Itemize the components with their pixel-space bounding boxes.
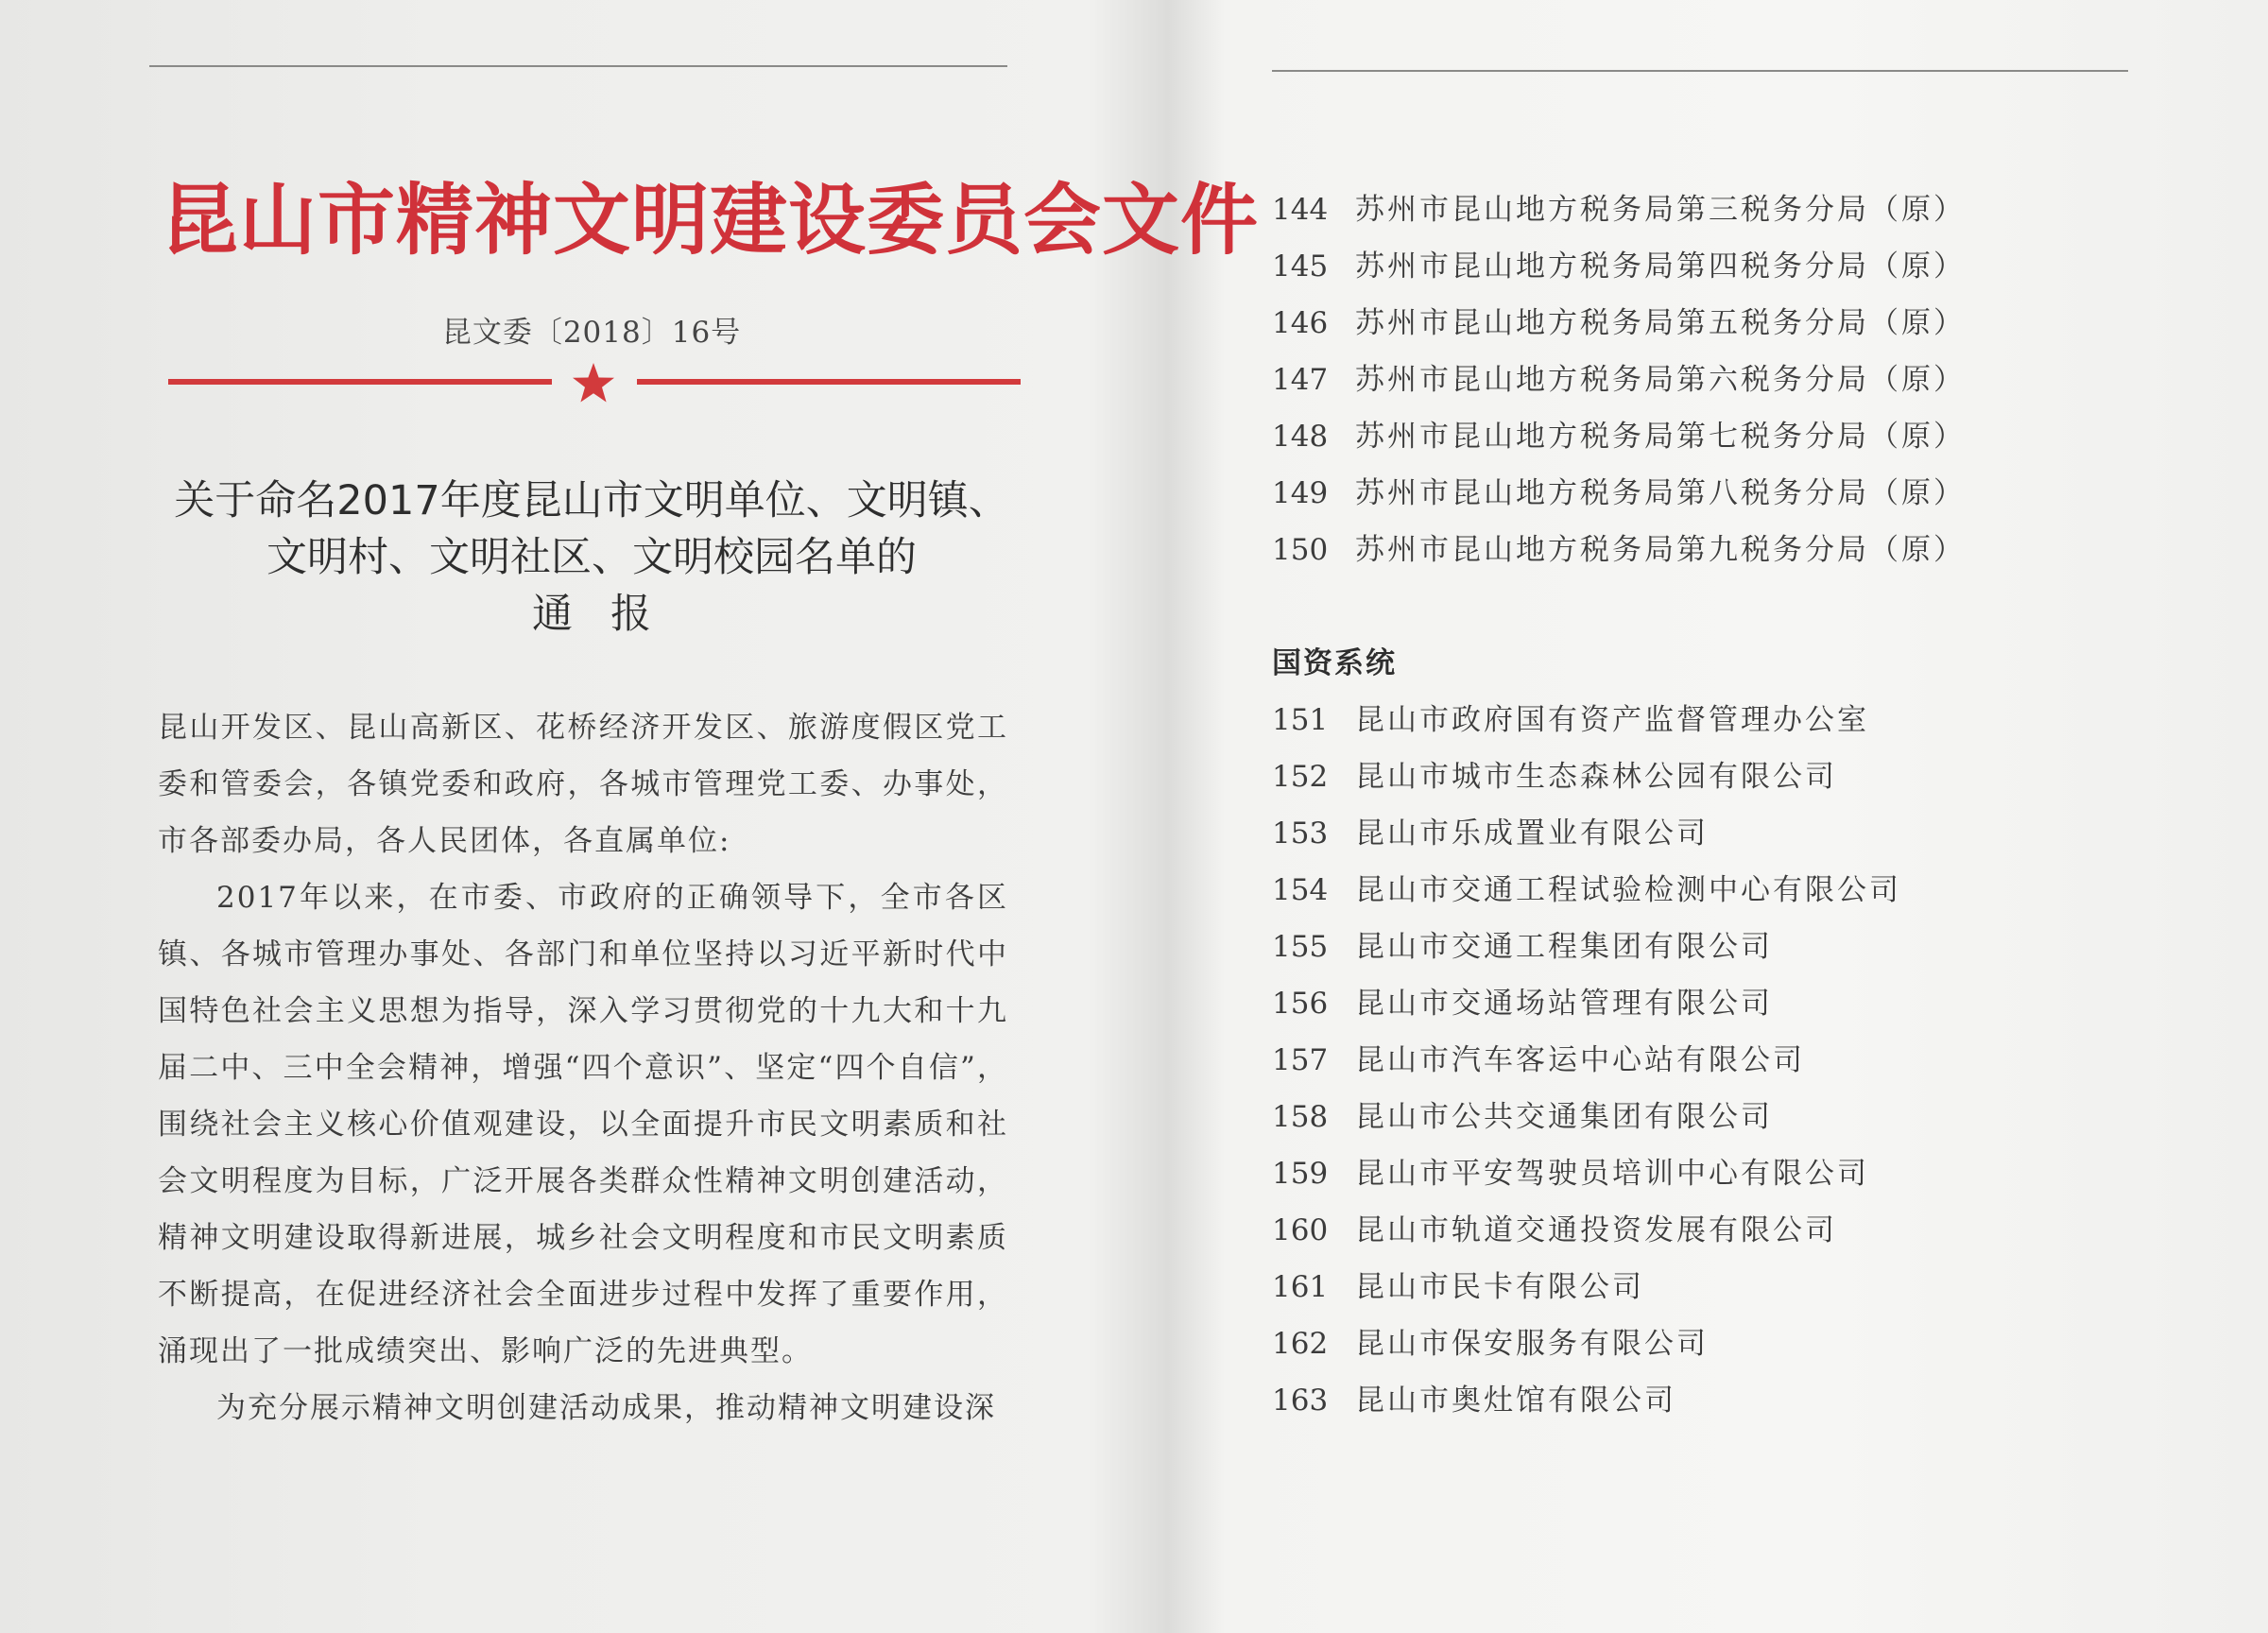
item-number: 159 [1272,1157,1329,1191]
item-number: 145 [1272,249,1329,284]
document-number: 昆文委〔2018〕16号 [441,316,742,350]
top-rule-right [1272,70,2128,72]
list-item [1272,975,2217,1032]
item-number: 154 [1272,873,1329,907]
list-item [1272,1372,2217,1429]
item-name: 昆山市交通场站管理有限公司 [1355,987,1773,1021]
salutation: 昆山开发区、昆山高新区、花桥经济开发区、旅游度假区党工委和管委会，各镇党委和政府，各城市管理党工委、办事处，市各部委办局，各人民团体，各直属单位: [158,711,1008,858]
list-item [1272,1259,2217,1315]
list-item [1272,295,2217,352]
item-name: 昆山市交通工程试验检测中心有限公司 [1355,873,1901,907]
item-number: 163 [1272,1384,1329,1418]
item-number: 157 [1272,1043,1329,1077]
body-paragraph-1: 2017年以来，在市委、市政府的正确领导下，全市各区镇、各城市管理办事处、各部门和单位坚持以习近平新时代中国特色社会主义思想为指导，深入学习贯彻党的十九大和十九届二中、三中全会精神，增强“四个意识”、坚定“四个自信”，围绕社会主义核心价值观建设，以全面提升市民文明素质和社会文明程度为目标，广泛开展各类群众性精神文明创建活动，精神文明建设取得新进展，城乡社会文明程度和市民文明素质不断提高，在促进经济社会全面进步过程中发挥了重要作用，涌现出了一批成绩突出、影响广泛的先进典型。 [158,881,1008,1368]
item-number: 153 [1272,816,1329,851]
list-item [1272,748,2217,805]
item-number: 160 [1272,1213,1329,1247]
star-icon [571,361,616,404]
item-name: 昆山市城市生态森林公园有限公司 [1355,760,1837,794]
item-name: 昆山市民卡有限公司 [1355,1270,1644,1304]
item-number: 148 [1272,420,1329,454]
red-rule-left [168,379,552,385]
item-name: 昆山市轨道交通投资发展有限公司 [1355,1213,1837,1247]
item-number: 152 [1272,760,1329,794]
item-number: 151 [1272,703,1329,737]
list-item [1272,1202,2217,1259]
item-name: 昆山市奥灶馆有限公司 [1355,1384,1676,1418]
item-number: 149 [1272,476,1329,510]
item-name: 昆山市保安服务有限公司 [1355,1327,1709,1361]
item-name: 苏州市昆山地方税务局第九税务分局（原） [1355,533,1966,567]
item-number: 156 [1272,987,1329,1021]
item-name: 昆山市汽车客运中心站有限公司 [1355,1043,1805,1077]
item-number: 161 [1272,1270,1329,1304]
list-item [1272,522,2217,578]
item-number: 150 [1272,533,1329,567]
item-number: 158 [1272,1100,1329,1134]
item-name: 昆山市公共交通集团有限公司 [1355,1100,1773,1134]
item-number: 162 [1272,1327,1329,1361]
item-name: 苏州市昆山地方税务局第六税务分局（原） [1355,363,1966,397]
item-name: 昆山市平安驾驶员培训中心有限公司 [1355,1157,1869,1191]
title-line-1: 关于命名2017年度昆山市文明单位、文明镇、 [174,477,1009,524]
item-name: 昆山市乐成置业有限公司 [1355,816,1709,851]
document-header: 昆山市精神文明建设委员会文件 [161,176,1260,266]
list-item [1272,1315,2217,1372]
list-item [1272,181,2217,238]
item-name: 苏州市昆山地方税务局第八税务分局（原） [1355,476,1966,510]
list-item [1272,805,2217,862]
item-name: 苏州市昆山地方税务局第七税务分局（原） [1355,420,1966,454]
right-page [1162,0,2268,1633]
list-item [1272,1145,2217,1202]
list-item [1272,238,2217,295]
item-name: 昆山市交通工程集团有限公司 [1355,930,1773,964]
unit-list-state-assets [1272,692,2217,1429]
list-item [1272,408,2217,465]
list-item [1272,465,2217,522]
list-item [1272,862,2217,919]
list-item [1272,692,2217,748]
item-name: 苏州市昆山地方税务局第四税务分局（原） [1355,249,1966,284]
title-line-3: 通报 [532,591,689,638]
item-name: 昆山市政府国有资产监督管理办公室 [1355,703,1869,737]
list-item [1272,1032,2217,1089]
list-item [1272,1089,2217,1145]
item-name: 苏州市昆山地方税务局第五税务分局（原） [1355,306,1966,340]
item-name: 苏州市昆山地方税务局第三税务分局（原） [1355,193,1966,227]
red-rule-right [637,379,1021,385]
item-number: 146 [1272,306,1329,340]
item-number: 147 [1272,363,1329,397]
unit-list-tax [1272,181,2217,578]
top-rule-left [149,65,1007,67]
item-number: 144 [1272,193,1329,227]
item-number: 155 [1272,930,1329,964]
document-title [132,473,1051,643]
body-paragraph-2: 为充分展示精神文明创建活动成果，推动精神文明建设深 [216,1391,996,1425]
list-item [1272,352,2217,408]
section-heading: 国资系统 [1272,646,1397,680]
list-item [1272,919,2217,975]
title-line-2: 文明村、文明社区、文明校园名单的 [266,534,917,581]
